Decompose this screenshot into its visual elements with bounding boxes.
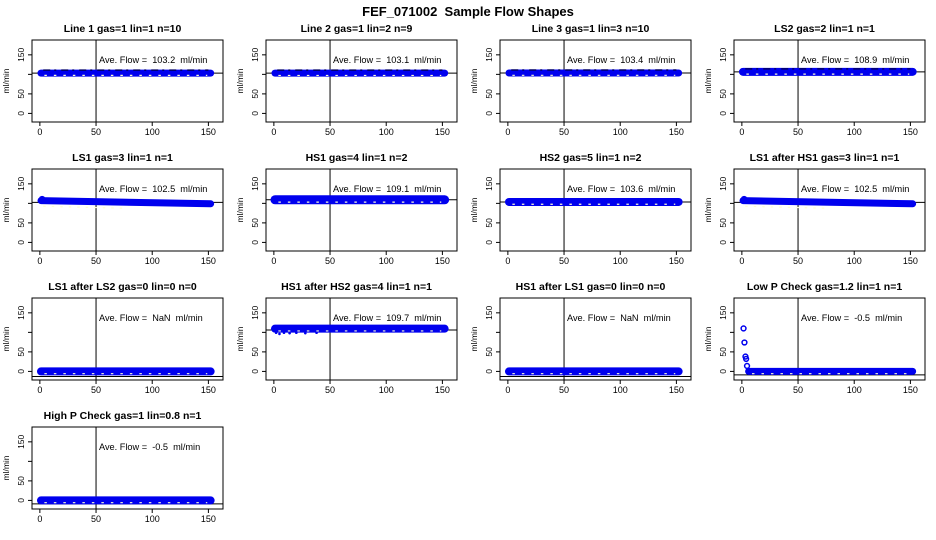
y-tick-label: 0 — [250, 240, 260, 245]
y-tick-label: 0 — [718, 240, 728, 245]
subplot-panel — [234, 22, 468, 151]
x-tick-label: 0 — [37, 385, 43, 395]
y-tick-label: 150 — [718, 176, 728, 191]
subplot-panel — [234, 280, 468, 409]
data-point — [295, 331, 298, 334]
y-axis-title: ml/min — [703, 68, 713, 94]
y-tick-label: 0 — [250, 111, 260, 116]
y-axis-title: ml/min — [235, 197, 245, 223]
data-point — [275, 331, 278, 334]
x-tick-label: 150 — [200, 514, 216, 524]
plot-canvas — [234, 167, 468, 269]
x-tick-label: 100 — [846, 127, 862, 137]
x-tick-label: 100 — [612, 385, 628, 395]
plot-title: LS1 after LS2 gas=0 lin=0 n=0 — [48, 281, 197, 293]
x-tick-label: 150 — [434, 385, 450, 395]
y-tick-label: 150 — [484, 305, 494, 320]
x-tick-label: 0 — [271, 385, 277, 395]
x-tick-label: 50 — [91, 514, 102, 524]
x-tick-label: 100 — [144, 127, 160, 137]
x-tick-label: 50 — [91, 127, 102, 137]
avg-flow-annotation: Ave. Flow = NaN ml/min — [567, 313, 671, 323]
plot-grid — [0, 22, 936, 538]
y-tick-label: 150 — [718, 305, 728, 320]
y-tick-label: 150 — [16, 305, 26, 320]
data-point — [278, 333, 281, 336]
x-tick-label: 0 — [271, 127, 277, 137]
plot-canvas — [702, 296, 936, 398]
y-tick-label: 50 — [250, 89, 260, 99]
y-axis-title: ml/min — [469, 326, 479, 352]
y-tick-label: 50 — [718, 218, 728, 228]
x-tick-label: 0 — [505, 127, 511, 137]
avg-flow-annotation: Ave. Flow = NaN ml/min — [99, 313, 203, 323]
x-tick-label: 150 — [200, 385, 216, 395]
y-tick-label: 150 — [250, 305, 260, 320]
y-tick-label: 0 — [16, 240, 26, 245]
data-point — [283, 331, 286, 334]
x-tick-label: 100 — [846, 256, 862, 266]
y-tick-label: 0 — [16, 111, 26, 116]
plot-title: LS1 gas=3 lin=1 n=1 — [72, 152, 173, 164]
x-tick-label: 100 — [378, 385, 394, 395]
plot-box — [32, 169, 223, 251]
y-tick-label: 0 — [718, 369, 728, 374]
y-tick-label: 50 — [718, 347, 728, 357]
y-tick-label: 0 — [484, 111, 494, 116]
plot-box — [734, 298, 925, 380]
avg-flow-annotation: Ave. Flow = 108.9 ml/min — [801, 55, 910, 65]
plot-box — [734, 40, 925, 122]
x-tick-label: 150 — [200, 256, 216, 266]
flow-start-point — [741, 196, 747, 202]
x-tick-label: 50 — [559, 256, 570, 266]
plot-title: Low P Check gas=1.2 lin=1 n=1 — [746, 281, 903, 293]
y-axis-title: ml/min — [469, 68, 479, 94]
x-tick-label: 50 — [325, 256, 336, 266]
x-tick-label: 50 — [559, 385, 570, 395]
avg-flow-annotation: Ave. Flow = 103.2 ml/min — [99, 55, 208, 65]
data-point — [304, 332, 307, 335]
subplot-panel — [468, 151, 702, 280]
y-tick-label: 0 — [484, 369, 494, 374]
band-light-dash — [43, 206, 124, 208]
subplot-panel — [234, 151, 468, 280]
plot-canvas — [0, 38, 234, 140]
y-axis-title: ml/min — [469, 197, 479, 223]
subplot-panel — [702, 151, 936, 280]
x-tick-label: 50 — [325, 385, 336, 395]
x-tick-label: 150 — [434, 256, 450, 266]
y-tick-label: 150 — [16, 434, 26, 449]
subplot-panel — [468, 22, 702, 151]
subplot-panel — [0, 280, 234, 409]
x-tick-label: 100 — [144, 385, 160, 395]
x-tick-label: 50 — [793, 256, 804, 266]
y-axis-title: ml/min — [235, 68, 245, 94]
y-tick-label: 150 — [250, 176, 260, 191]
x-tick-label: 150 — [434, 127, 450, 137]
y-tick-label: 50 — [16, 218, 26, 228]
plot-canvas — [468, 38, 702, 140]
avg-flow-annotation: Ave. Flow = -0.5 ml/min — [99, 442, 201, 452]
avg-flow-annotation: Ave. Flow = 102.5 ml/min — [99, 184, 208, 194]
y-tick-label: 150 — [250, 47, 260, 62]
y-tick-label: 150 — [16, 176, 26, 191]
plot-title: LS1 after HS1 gas=3 lin=1 n=1 — [749, 152, 900, 164]
x-tick-label: 150 — [902, 256, 918, 266]
y-tick-label: 50 — [484, 347, 494, 357]
plot-title: High P Check gas=1 lin=0.8 n=1 — [43, 410, 202, 422]
plot-title: HS1 after LS1 gas=0 lin=0 n=0 — [515, 281, 666, 293]
flow-band — [743, 201, 913, 204]
subplot-panel — [702, 22, 936, 151]
subplot-panel — [0, 409, 234, 538]
avg-flow-annotation: Ave. Flow = -0.5 ml/min — [801, 313, 903, 323]
x-tick-label: 0 — [739, 385, 745, 395]
plot-title: HS1 gas=4 lin=1 n=2 — [305, 152, 408, 164]
y-tick-label: 50 — [250, 347, 260, 357]
plot-box — [734, 169, 925, 251]
page-title: FEF_071002 Sample Flow Shapes — [362, 4, 574, 19]
avg-flow-annotation: Ave. Flow = 103.6 ml/min — [567, 184, 676, 194]
subplot-panel — [0, 151, 234, 280]
x-tick-label: 0 — [505, 385, 511, 395]
x-tick-label: 0 — [271, 256, 277, 266]
y-tick-label: 50 — [16, 347, 26, 357]
plot-canvas — [234, 38, 468, 140]
x-tick-label: 100 — [612, 256, 628, 266]
plot-canvas — [0, 425, 234, 527]
plot-canvas — [0, 296, 234, 398]
y-tick-label: 150 — [16, 47, 26, 62]
x-tick-label: 100 — [144, 514, 160, 524]
y-tick-label: 150 — [718, 47, 728, 62]
y-tick-label: 50 — [250, 218, 260, 228]
plot-title: HS1 after HS2 gas=4 lin=1 n=1 — [281, 281, 432, 293]
avg-flow-annotation: Ave. Flow = 102.5 ml/min — [801, 184, 910, 194]
plot-title: Line 3 gas=1 lin=3 n=10 — [531, 23, 650, 35]
y-axis-title: ml/min — [235, 326, 245, 352]
y-tick-label: 50 — [16, 476, 26, 486]
x-tick-label: 150 — [668, 256, 684, 266]
data-point-circle — [742, 340, 747, 345]
data-point — [288, 332, 291, 335]
y-tick-label: 50 — [16, 89, 26, 99]
plot-canvas — [702, 38, 936, 140]
plot-title: LS2 gas=2 lin=1 n=1 — [774, 23, 875, 35]
flow-band — [41, 201, 211, 204]
plot-title: Line 1 gas=1 lin=1 n=10 — [63, 23, 182, 35]
plot-box — [500, 40, 691, 122]
x-tick-label: 150 — [668, 385, 684, 395]
y-tick-label: 0 — [484, 240, 494, 245]
y-axis-title: ml/min — [703, 326, 713, 352]
y-tick-label: 0 — [718, 111, 728, 116]
plot-canvas — [234, 296, 468, 398]
plot-box — [266, 169, 457, 251]
plot-canvas — [702, 167, 936, 269]
x-tick-label: 100 — [846, 385, 862, 395]
data-point-circle — [745, 364, 750, 369]
y-axis-title: ml/min — [703, 197, 713, 223]
x-tick-label: 0 — [37, 127, 43, 137]
plot-canvas — [468, 296, 702, 398]
x-tick-label: 100 — [378, 127, 394, 137]
flow-start-point — [39, 196, 45, 202]
x-tick-label: 100 — [378, 256, 394, 266]
x-tick-label: 100 — [612, 127, 628, 137]
x-tick-label: 50 — [559, 127, 570, 137]
x-tick-label: 50 — [793, 127, 804, 137]
y-tick-label: 50 — [484, 89, 494, 99]
x-tick-label: 50 — [91, 385, 102, 395]
x-tick-label: 50 — [91, 256, 102, 266]
y-tick-label: 150 — [484, 47, 494, 62]
x-tick-label: 0 — [37, 514, 43, 524]
plot-box — [266, 40, 457, 122]
plot-title: Line 2 gas=1 lin=2 n=9 — [300, 23, 413, 35]
y-tick-label: 0 — [16, 498, 26, 503]
x-tick-label: 50 — [325, 127, 336, 137]
plot-box — [500, 169, 691, 251]
x-tick-label: 0 — [37, 256, 43, 266]
avg-flow-annotation: Ave. Flow = 103.1 ml/min — [333, 55, 442, 65]
y-tick-label: 0 — [250, 369, 260, 374]
plot-title: HS2 gas=5 lin=1 n=2 — [539, 152, 642, 164]
y-axis-title: ml/min — [1, 197, 11, 223]
avg-flow-annotation: Ave. Flow = 109.7 ml/min — [333, 313, 442, 323]
y-axis-title: ml/min — [1, 326, 11, 352]
y-tick-label: 0 — [16, 369, 26, 374]
data-point — [315, 331, 318, 334]
plot-canvas — [468, 167, 702, 269]
subplot-panel — [702, 280, 936, 409]
avg-flow-annotation: Ave. Flow = 109.1 ml/min — [333, 184, 442, 194]
x-tick-label: 0 — [739, 256, 745, 266]
subplot-panel — [0, 22, 234, 151]
plot-box — [32, 40, 223, 122]
data-point-circle — [741, 326, 746, 331]
y-axis-title: ml/min — [1, 455, 11, 481]
y-tick-label: 150 — [484, 176, 494, 191]
subplot-panel — [468, 280, 702, 409]
y-axis-title: ml/min — [1, 68, 11, 94]
y-tick-label: 50 — [484, 218, 494, 228]
x-tick-label: 100 — [144, 256, 160, 266]
plot-canvas — [0, 167, 234, 269]
band-light-dash — [745, 206, 826, 208]
x-tick-label: 150 — [200, 127, 216, 137]
y-tick-label: 50 — [718, 89, 728, 99]
x-tick-label: 150 — [902, 385, 918, 395]
x-tick-label: 0 — [739, 127, 745, 137]
plot-box — [266, 298, 457, 380]
avg-flow-annotation: Ave. Flow = 103.4 ml/min — [567, 55, 676, 65]
x-tick-label: 50 — [793, 385, 804, 395]
x-tick-label: 0 — [505, 256, 511, 266]
x-tick-label: 150 — [668, 127, 684, 137]
x-tick-label: 150 — [902, 127, 918, 137]
